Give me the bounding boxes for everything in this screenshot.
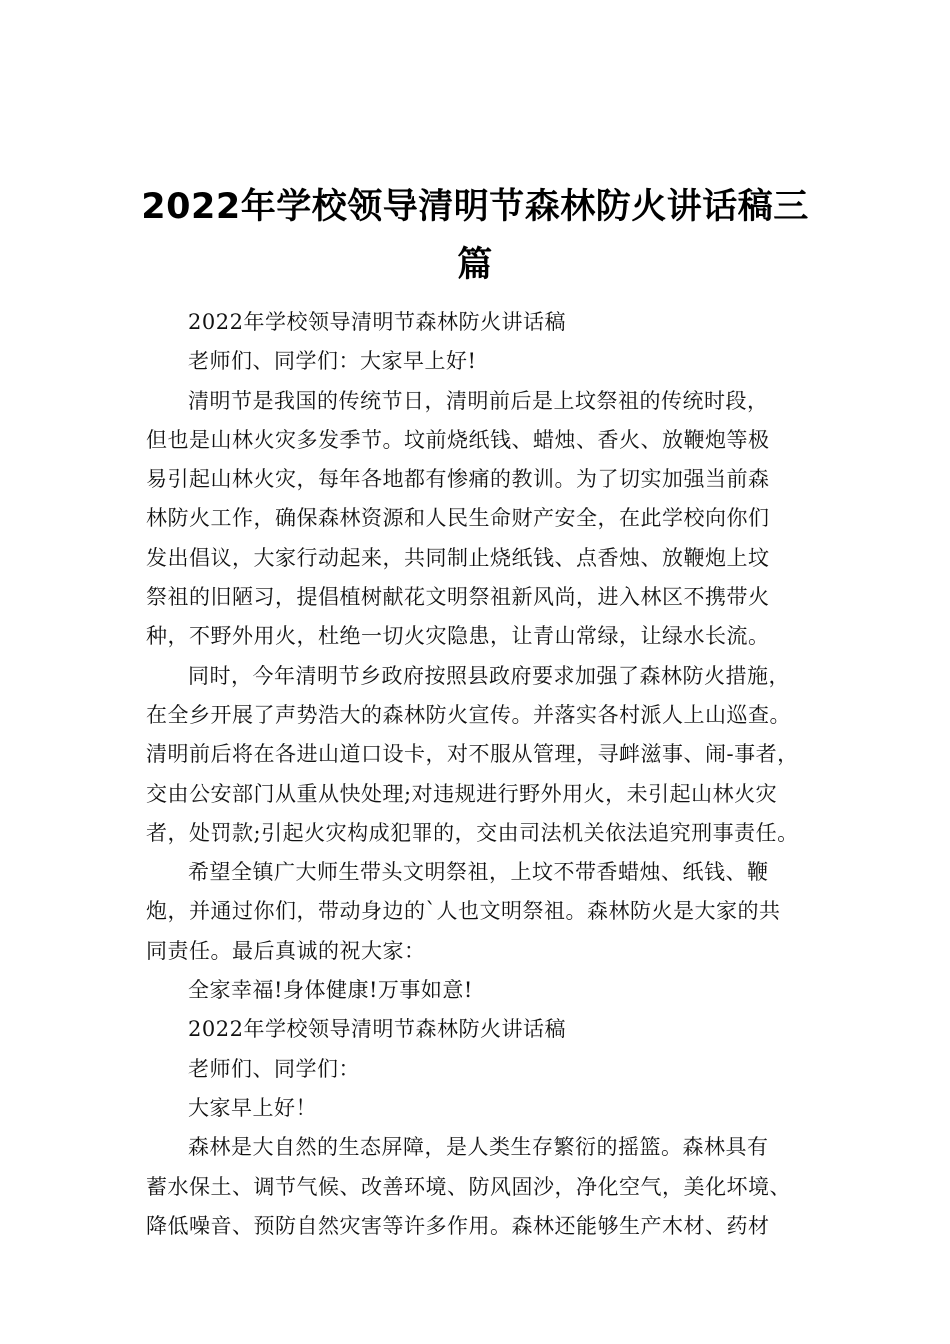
greeting-paragraph: 老师们、同学们：大家早上好! — [188, 349, 477, 374]
document-title — [140, 178, 810, 294]
document-body — [146, 303, 830, 1246]
body-paragraph: 希望全镇广大师生带头文明祭祖，上坟不带香蜡烛、纸钱、鞭 炮，并通过你们，带动身边的`人也文明祭祖。森林防火是大家的共 同责任。最后真诚的祝大家： — [146, 860, 781, 963]
title-line-2: 篇 — [457, 245, 493, 285]
greeting-paragraph: 大家早上好！ — [188, 1095, 317, 1120]
body-paragraph: 清明节是我国的传统节日，清明前后是上坟祭祖的传统时段， 但也是山林火灾多发季节。坟前烧纸钱、蜡烛、香火、放鞭炮等极 易引起山林火灾，每年各地都有惨痛的教训。为了切实加强当前森 林防火工作，确保森林资源和人民生命财产安全，在此学校向你们 发出倡议，大家行动起来，共同制止烧纸钱、点香烛、放鞭炮上坟 祭祖的旧陋习，提倡植树献花文明祭祖新风尚，进入林区不携带火 种，不野外用火，杜绝一切火灾隐患，让青山常绿，让绿水长流。 — [146, 388, 770, 649]
closing-wishes-paragraph: 全家幸福!身体健康!万事如意! — [188, 978, 473, 1003]
subtitle-paragraph: 2022年学校领导清明节森林防火讲话稿 — [188, 310, 566, 334]
subtitle-paragraph: 2022年学校领导清明节森林防火讲话稿 — [188, 1017, 566, 1042]
body-paragraph: 森林是大自然的生态屏障，是人类生存繁衍的摇篮。森林具有 蓄水保土、调节气候、改善环境、防风固沙，净化空气，美化坏境、 降低噪音、预防自然灾害等许多作用。森林还能够生产木材、药材 — [146, 1135, 791, 1238]
greeting-paragraph: 老师们、同学们： — [188, 1056, 360, 1081]
title-line-1: 2022年学校领导清明节森林防火讲话稿三 — [141, 187, 809, 227]
body-paragraph: 同时，今年清明节乡政府按照县政府要求加强了森林防火措施， 在全乡开展了声势浩大的森林防火宣传。并落实各村派人上山巡查。 清明前后将在各进山道口设卡，对不服从管理，寻衅滋事、闹-事者， 交由公安部门从重从快处理;对违规进行野外用火，未引起山林火灾 者，处罚款;引起火灾构成犯罪的，交由司法机关依法追究刑事责任。 — [146, 663, 799, 845]
